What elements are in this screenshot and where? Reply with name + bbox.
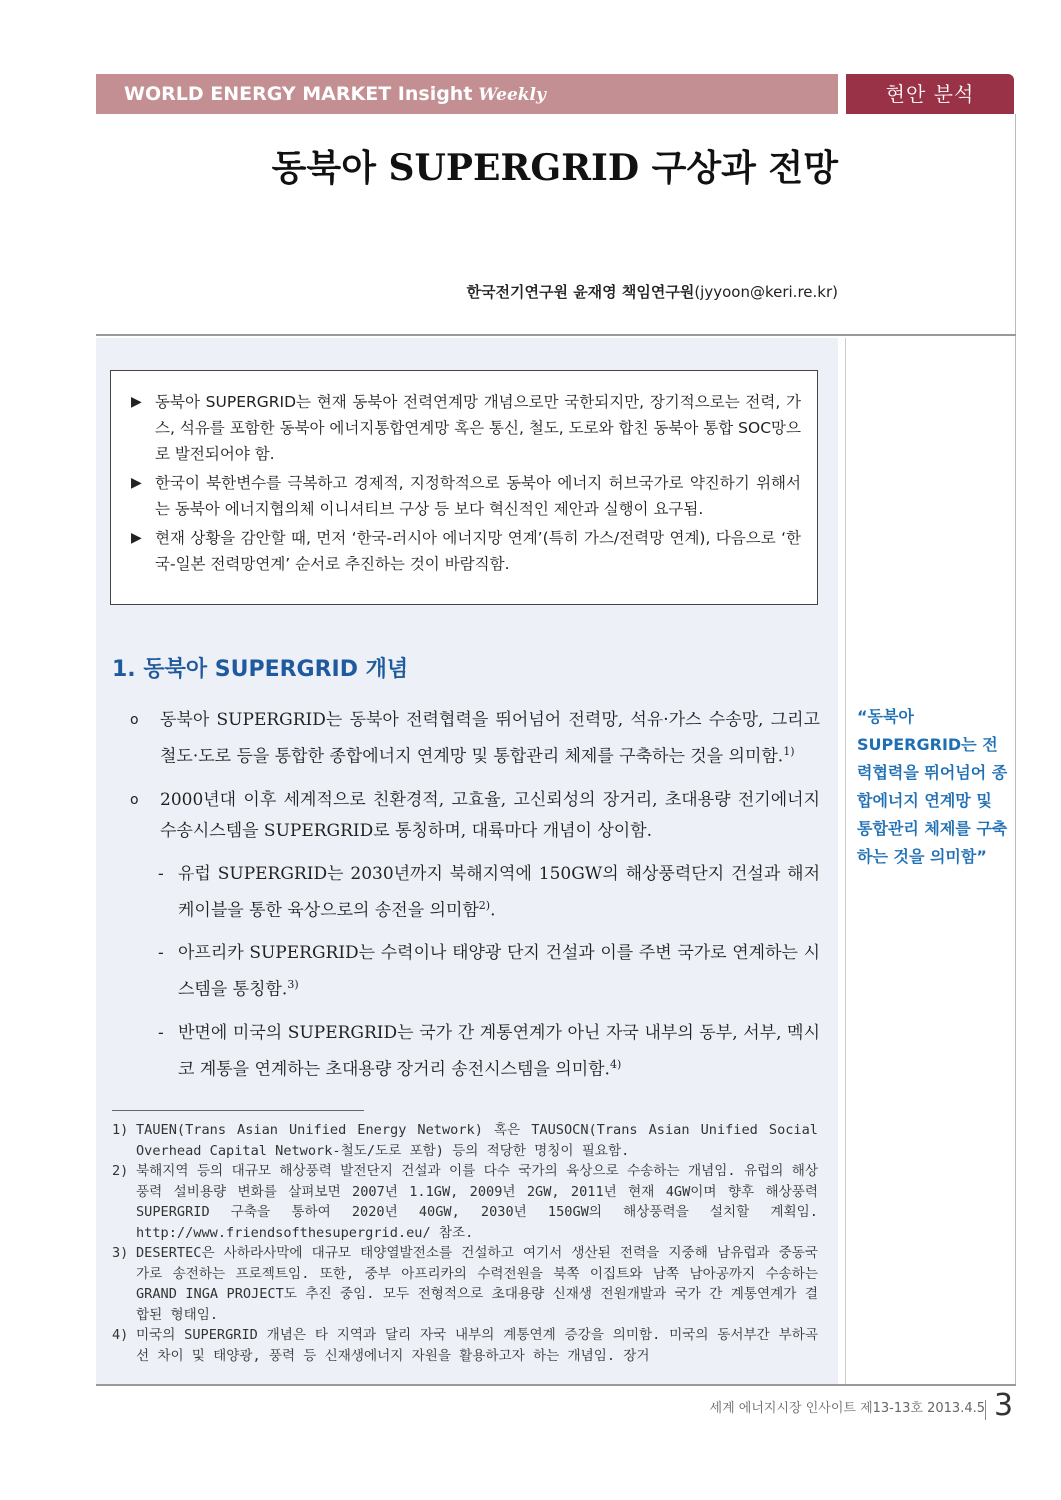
footnote-ref: 4) [609,1057,622,1071]
footnote-rule [112,1110,364,1111]
triangle-bullet-icon: ▶ [131,530,142,546]
footnotes [112,1120,818,1366]
sub-item: - 반면에 미국의 SUPERGRID는 국가 간 계통연계가 아닌 자국 내부의 동부, 서부, 멕시코 계통을 연계하는 초대용량 장거리 송전시스템을 의미함.$^{4)}$ [158,1018,820,1086]
dash-bullet: - [158,943,164,964]
footer-publication: 세계 에너지시장 인사이트 제13-13호 2013.4.5 [709,1401,985,1416]
author-email: (jyyoon@keri.re.kr) [694,283,838,301]
author-name: 한국전기연구원 윤재영 책임연구원 [466,283,695,301]
sub-item: - 아프리카 SUPERGRID는 수력이나 태양광 단지 건설과 이를 주변 국가로 연계하는 시스템을 통칭함.$^{3)}$ [158,938,820,1006]
footnote: 2) 북해지역 등의 대규모 해상풍력 발전단지 건설과 이를 다수 국가의 육상으로 수송하는 개념임. 유럽의 해상풍력 설비용량 변화를 살펴보면 2007년 1.1GW, 2009년 2GW, 2011년 현재 4GW이며 향후 해상풍력 SUPERGRID 구축을 통하여 2020년 40GW, 2030년 150GW의 해상풍력을 설치할 계획임. http://www.friendsofthesupergrid.eu/ 참조. [112,1163,818,1241]
banner-weekly: Weekly [478,85,546,105]
section-tag: 현안 분석 [846,74,1014,114]
right-border [1015,114,1016,1386]
body-text [130,705,820,1098]
dash-bullet: - [158,1022,164,1043]
footnote-ref: 1) [783,745,795,758]
footnote-ref: 3) [287,978,299,992]
footnote: 1) TAUEN(Trans Asian Unified Energy Network) 혹은 TAUSOCN(Trans Asian Unified Social Overhead Capital Network-철도/도로 포함) 등의 적당한 명칭이 필요함. [112,1122,818,1159]
footer-separator [985,1400,986,1420]
column-divider [845,338,846,1384]
banner-title: WORLD ENERGY MARKET Insight [124,83,473,105]
publication-banner [96,74,838,114]
footer-divider [96,1384,1016,1386]
summary-item: ▶ 현재 상황을 감안할 때, 먼저 ‘한국-러시아 에너지망 연계’(특히 가스/전력망 연계), 다음으로 ‘한국-일본 전력망연계’ 순서로 추진하는 것이 바람직함. [131,525,801,577]
summary-item: ▶ 동북아 SUPERGRID는 현재 동북아 전력연계망 개념으로만 국한되지만, 장기적으로는 전력, 가스, 석유를 포함한 동북아 에너지통합연계망 혹은 통신, 철도, 도로와 합친 동북아 통합 SOC망으로 발전되어야 함. [131,389,801,467]
footnote: 3) DESERTEC은 사하라사막에 대규모 태양열발전소를 건설하고 여기서 생산된 전력을 지중해 남유럽과 중동국가로 송전하는 프로젝트임. 또한, 중부 아프리카의 수력전원을 북쪽 이집트와 남쪽 남아공까지 수송하는 GRAND INGA PROJECT도 추진 중임. 모두 전형적으로 초대용량 신재생 전원개발과 국가 간 계통연계가 결합된 형태임. [112,1245,818,1323]
summary-box [110,370,818,605]
dash-bullet: - [158,863,164,884]
footnote: 4) 미국의 SUPERGRID 개념은 타 지역과 달리 자국 내부의 계통연계 증강을 의미함. 미국의 동서부간 부하곡선 차이 및 태양광, 풍력 등 신재생에너지 자원을 활용하고자 하는 개념임. 장거 [112,1327,818,1364]
summary-item: ▶ 한국이 북한변수를 극복하고 경제적, 지정학적으로 동북아 에너지 허브국가로 약진하기 위해서는 동북아 에너지협의체 이니셔티브 구상 등 보다 혁신적인 제안과 실행이 요구됨. [131,470,801,522]
section-heading: 1. 동북아 SUPERGRID 개념 [112,657,409,682]
sub-item: - 유럽 SUPERGRID는 2030년까지 북해지역에 150GW의 해상풍력단지 건설과 해저 케이블을 통한 육상으로의 송전을 의미함$^{2)}$. [158,859,820,927]
circle-bullet: o [130,791,139,808]
footnote-ref: 2) [478,898,491,912]
page-number: 3 [994,1388,1014,1423]
header-divider [96,334,1016,336]
paragraph: o 동북아 SUPERGRID는 동북아 전력협력을 뛰어넘어 전력망, 석유·가스 수송망, 그리고 철도·도로 등을 통합한 종합에너지 연계망 및 통합관리 체제를 구축하는 것을 의미함.$^{1)}$ [130,705,820,773]
circle-bullet: o [130,712,139,728]
triangle-bullet-icon: ▶ [131,394,142,410]
triangle-bullet-icon: ▶ [131,475,142,491]
author-line [96,281,838,302]
pull-quote: “동북아 SUPERGRID는 전력협력을 뛰어넘어 종합에너지 연계망 및 통합관리 체제를 구축하는 것을 의미함” [857,707,1008,866]
page-title: 동북아 SUPERGRID 구상과 전망 [271,147,838,189]
paragraph: o 2000년대 이후 세계적으로 친환경적, 고효율, 고신뢰성의 장거리, 초대용량 전기에너지 수송시스템을 SUPERGRID로 통칭하며, 대륙마다 개념이 상이함. [130,785,820,847]
